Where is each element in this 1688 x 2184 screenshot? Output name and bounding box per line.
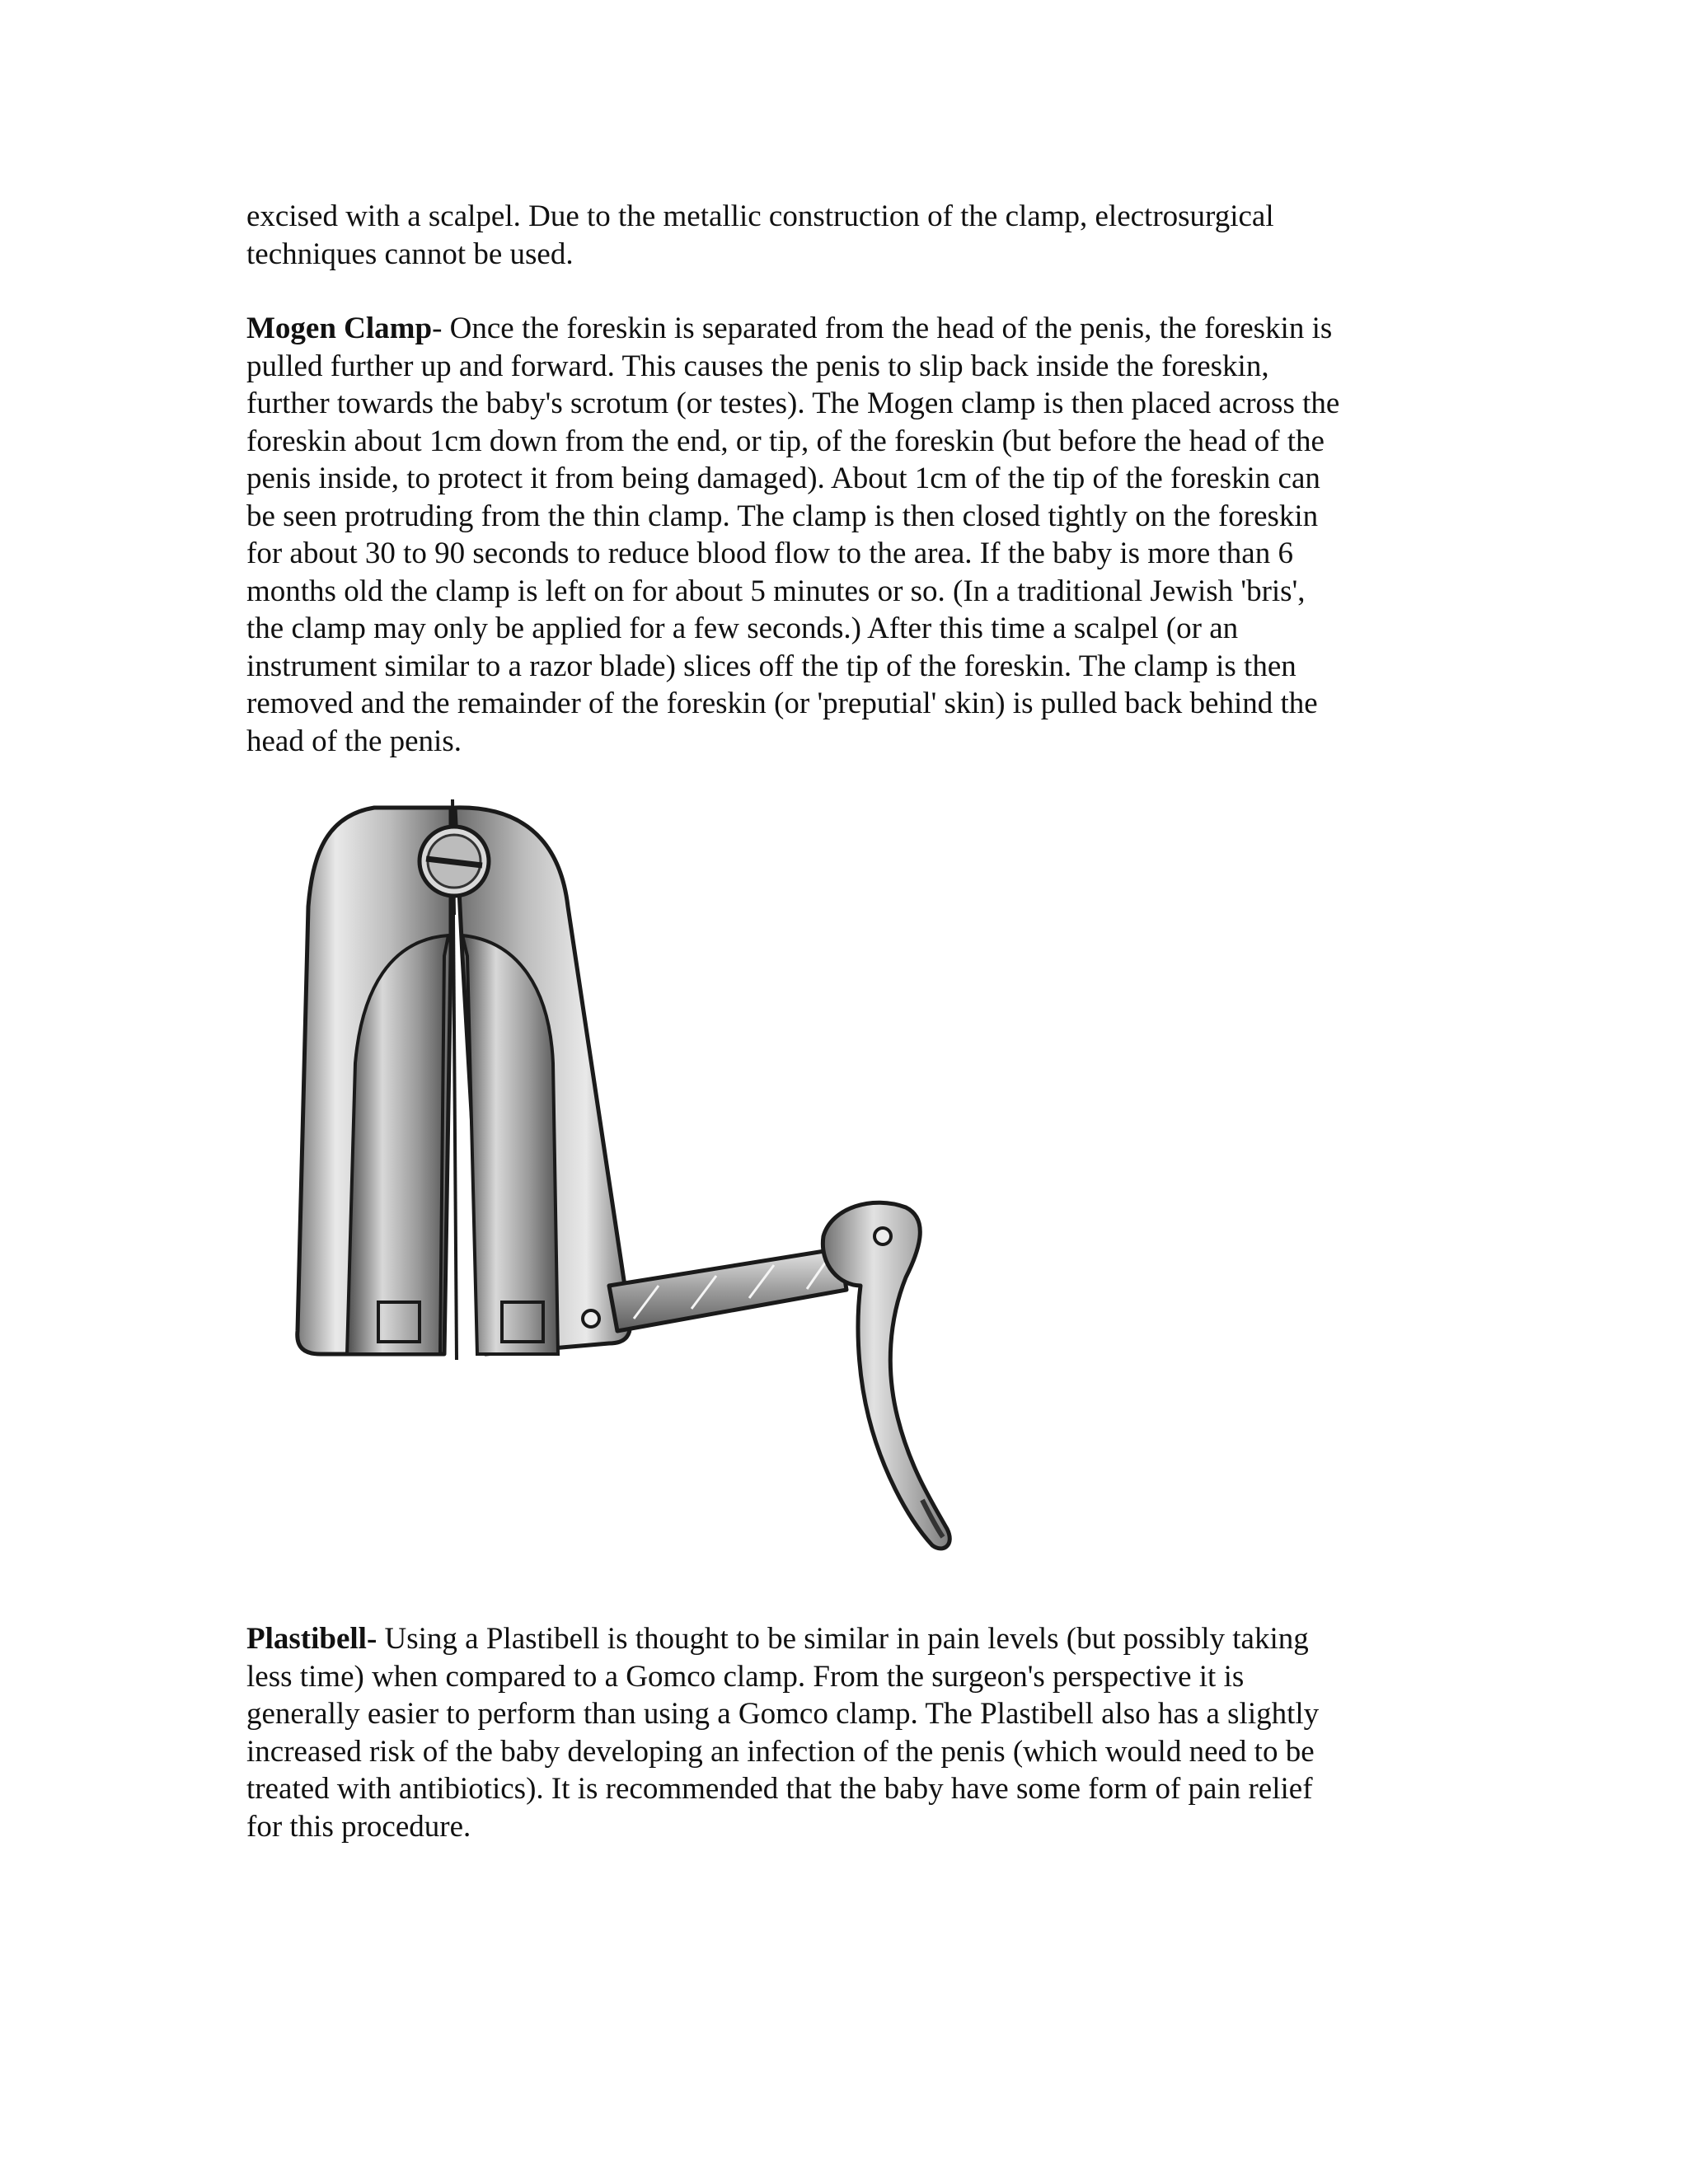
lever-handle bbox=[823, 1202, 950, 1549]
pivot-pin-icon bbox=[583, 1310, 599, 1327]
connecting-rod bbox=[609, 1249, 846, 1331]
text-line: penis inside, to protect it from being damaged). About 1cm of the tip of the foreskin can bbox=[246, 462, 1320, 495]
text-line: further towards the baby's scrotum (or testes). The Mogen clamp is then placed across the bbox=[246, 387, 1340, 420]
text-line: removed and the remainder of the foreskin (or 'preputial' skin) is pulled back behind the bbox=[246, 687, 1318, 720]
plastibell-paragraph bbox=[246, 1620, 1450, 1845]
text-line: for this procedure. bbox=[246, 1809, 471, 1844]
hinge-screw-icon bbox=[420, 827, 489, 896]
intro-paragraph bbox=[246, 198, 1450, 273]
text-line: generally easier to perform than using a Gomco clamp. The Plastibell also has a slightly bbox=[246, 1697, 1320, 1731]
text-line: instrument similar to a razor blade) slices off the tip of the foreskin. The clamp is then bbox=[246, 649, 1296, 683]
text-line: foreskin about 1cm down from the end, or tip, of the foreskin (but before the head of the bbox=[246, 424, 1325, 458]
text-line: Using a Plastibell is thought to be similar in pain levels (but possibly taking bbox=[377, 1622, 1309, 1656]
text-line: head of the penis. bbox=[246, 724, 462, 758]
text-line: pulled further up and forward. This causes the penis to slip back inside the foreskin, bbox=[246, 349, 1269, 383]
text-line: increased risk of the baby developing an infection of the penis (which would need to be bbox=[246, 1734, 1315, 1769]
text-line: for about 30 to 90 seconds to reduce blood flow to the area. If the baby is more than 6 bbox=[246, 537, 1293, 570]
text-line: techniques cannot be used. bbox=[246, 237, 574, 271]
text-line: - Once the foreskin is separated from the head of the penis, the foreskin is bbox=[432, 312, 1333, 345]
text-line: less time) when compared to a Gomco clamp. From the surgeon's perspective it is bbox=[246, 1659, 1245, 1694]
text-line: the clamp may only be applied for a few seconds.) After this time a scalpel (or an bbox=[246, 612, 1239, 645]
text-line: months old the clamp is left on for about 5 minutes or so. (In a traditional Jewish 'bris', bbox=[246, 574, 1306, 608]
text-line: be seen protruding from the thin clamp. The clamp is then closed tightly on the foreskin bbox=[246, 499, 1319, 533]
mogen-clamp-paragraph bbox=[246, 310, 1450, 760]
mogen-clamp-illustration bbox=[246, 791, 980, 1599]
text-line: excised with a scalpel. Due to the metallic construction of the clamp, electrosurgical bbox=[246, 199, 1274, 233]
mogen-clamp-heading: Mogen Clamp bbox=[246, 312, 433, 345]
plastibell-heading: Plastibell- bbox=[246, 1622, 377, 1656]
text-line: treated with antibiotics). It is recommended that the baby have some form of pain relief bbox=[246, 1772, 1313, 1806]
